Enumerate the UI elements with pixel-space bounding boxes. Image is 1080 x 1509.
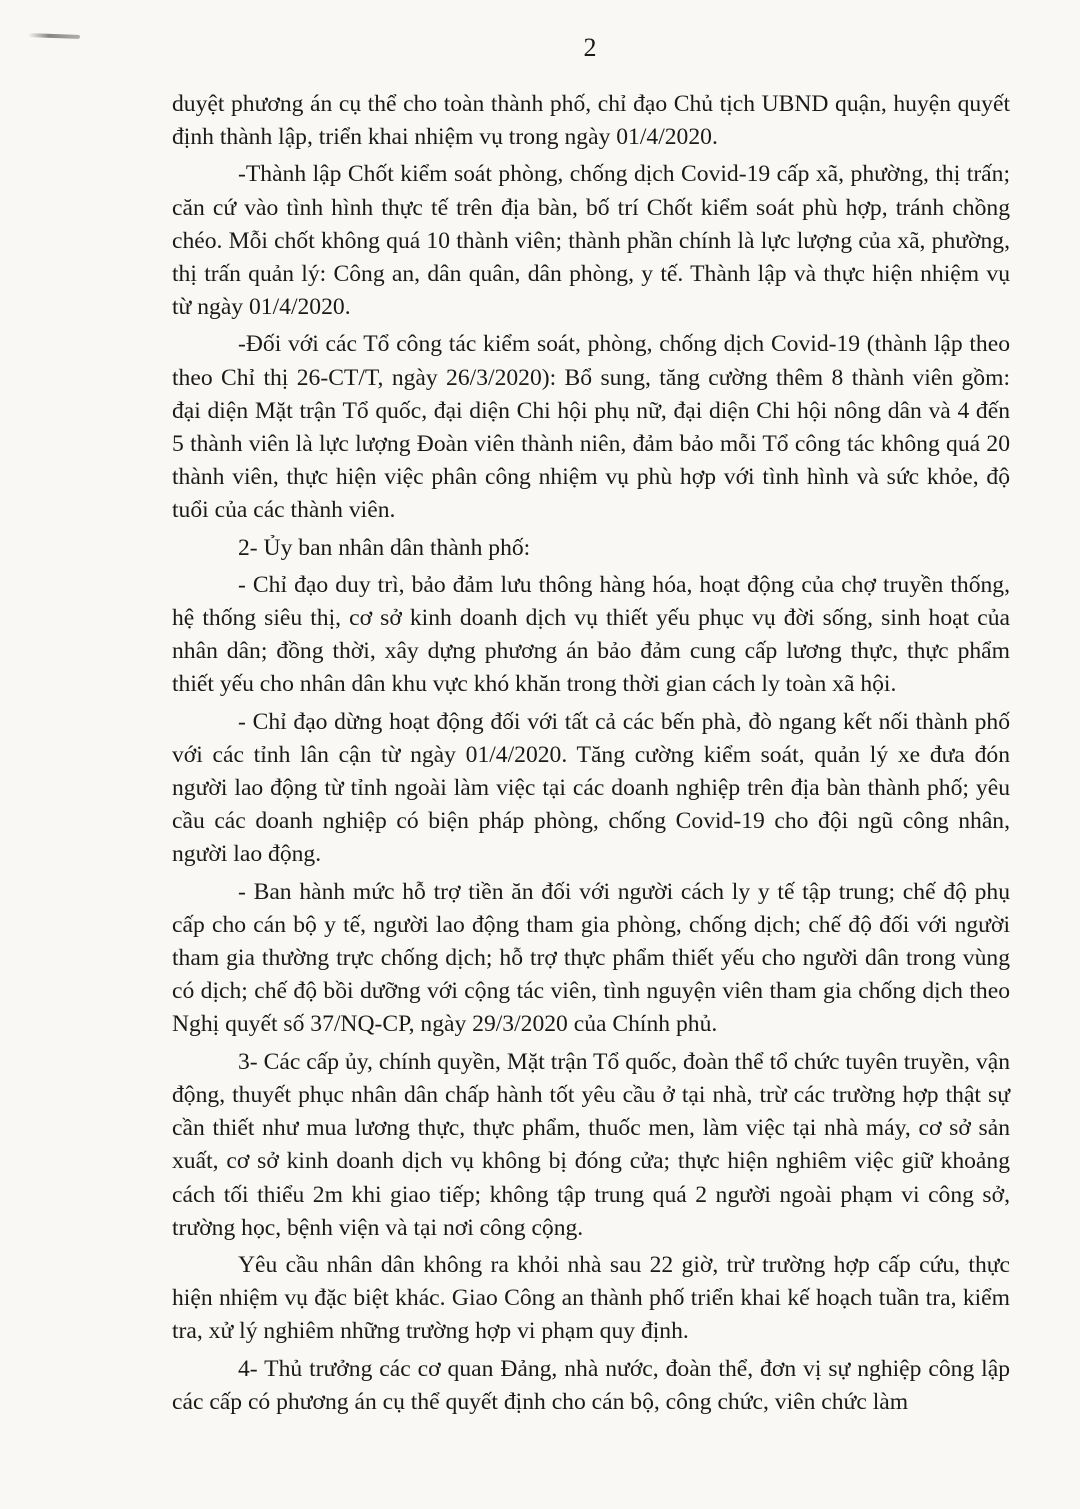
paragraph-checkpoint: -Thành lập Chốt kiểm soát phòng, chống dịch Covid-19 cấp xã, phường, thị trấn; căn cứ vào tình hình thực tế trên địa bàn, bố trí Chốt kiểm soát phù hợp, tránh chồng chéo. Mỗi chốt không quá 10 thành viên; thành phần chính là lực lượng của xã, phường, thị trấn quản lý: Công an, dân quân, dân phòng, y tế. Thành lập và thực hiện nhiệm vụ từ ngày 01/4/2020. bbox=[172, 161, 1010, 321]
paragraph-continuation: duyệt phương án cụ thể cho toàn thành phố, chỉ đạo Chủ tịch UBND quận, huyện quyết định thành lập, triển khai nhiệm vụ trong ngày 01/4/2020. bbox=[172, 91, 1010, 151]
paragraph-ferries: - Chỉ đạo dừng hoạt động đối với tất cả các bến phà, đò ngang kết nối thành phố với các tỉnh lân cận từ ngày 01/4/2020. Tăng cường kiểm soát, quản lý xe đưa đón người lao động từ tỉnh ngoài làm việc tại các doanh nghiệp trên địa bàn thành phố; yêu cầu các doanh nghiệp có biện pháp phòng, chống Covid-19 cho đội ngũ công nhân, người lao động. bbox=[172, 708, 1010, 868]
document-body bbox=[172, 88, 1010, 1423]
paragraph-propaganda: 3- Các cấp ủy, chính quyền, Mặt trận Tổ quốc, đoàn thể tổ chức tuyên truyền, vận động, thuyết phục nhân dân chấp hành tốt yêu cầu ở tại nhà, trừ các trường hợp thật sự cần thiết như mua lương thực, thực phẩm, thuốc men, làm việc tại nhà máy, cơ sở sản xuất, cơ sở kinh doanh dịch vụ không bị đóng cửa; thực hiện nghiêm việc giữ khoảng cách tối thiểu 2m khi giao tiếp; không tập trung quá 2 người ngoài phạm vi công sở, trường học, bệnh viện và tại nơi công cộng. bbox=[172, 1048, 1010, 1241]
paragraph-support: - Ban hành mức hỗ trợ tiền ăn đối với người cách ly y tế tập trung; chế độ phụ cấp cho cán bộ y tế, người lao động tham gia phòng, chống dịch; chế độ đối với người tham gia thường trực chống dịch; hỗ trợ thực phẩm thiết yếu cho người dân trong vùng có dịch; chế độ bồi dưỡng với cộng tác viên, tình nguyện viên tham gia chống dịch theo Nghị quyết số 37/NQ-CP, ngày 29/3/2020 của Chính phủ. bbox=[172, 878, 1010, 1038]
paragraph-curfew: Yêu cầu nhân dân không ra khỏi nhà sau 22 giờ, trừ trường hợp cấp cứu, thực hiện nhiệm vụ đặc biệt khác. Giao Công an thành phố triển khai kế hoạch tuần tra, kiểm tra, xử lý nghiêm những trường hợp vi phạm quy định. bbox=[172, 1251, 1010, 1345]
paragraph-work-teams: -Đối với các Tổ công tác kiểm soát, phòng, chống dịch Covid-19 (thành lập theo theo Chỉ thị 26-CT/T, ngày 26/3/2020): Bổ sung, tăng cường thêm 8 thành viên gồm: đại diện Mặt trận Tổ quốc, đại diện Chi hội phụ nữ, đại diện Chi hội nông dân và 4 đến 5 thành viên là lực lượng Đoàn viên thành niên, đảm bảo mỗi Tổ công tác không quá 20 thành viên, thực hiện việc phân công nhiệm vụ phù hợp với tình hình và sức khỏe, độ tuổi của các thành viên. bbox=[172, 331, 1010, 524]
page-number: 2 bbox=[583, 33, 597, 62]
paragraph-goods-circulation: - Chỉ đạo duy trì, bảo đảm lưu thông hàng hóa, hoạt động của chợ truyền thống, hệ thống siêu thị, cơ sở kinh doanh dịch vụ thiết yếu phục vụ đời sống, sinh hoạt của nhân dân; đồng thời, xây dựng phương án bảo đảm cung cấp lương thực, thực phẩm thiết yếu cho nhân dân khu vực khó khăn trong thời gian cách ly toàn xã hội. bbox=[172, 571, 1010, 698]
section-heading-city-committee: 2- Ủy ban nhân dân thành phố: bbox=[238, 534, 531, 561]
paragraph-agency-heads: 4- Thủ trưởng các cơ quan Đảng, nhà nước, đoàn thể, đơn vị sự nghiệp công lập các cấp có phương án cụ thể quyết định cho cán bộ, công chức, viên chức làm bbox=[172, 1355, 1010, 1415]
